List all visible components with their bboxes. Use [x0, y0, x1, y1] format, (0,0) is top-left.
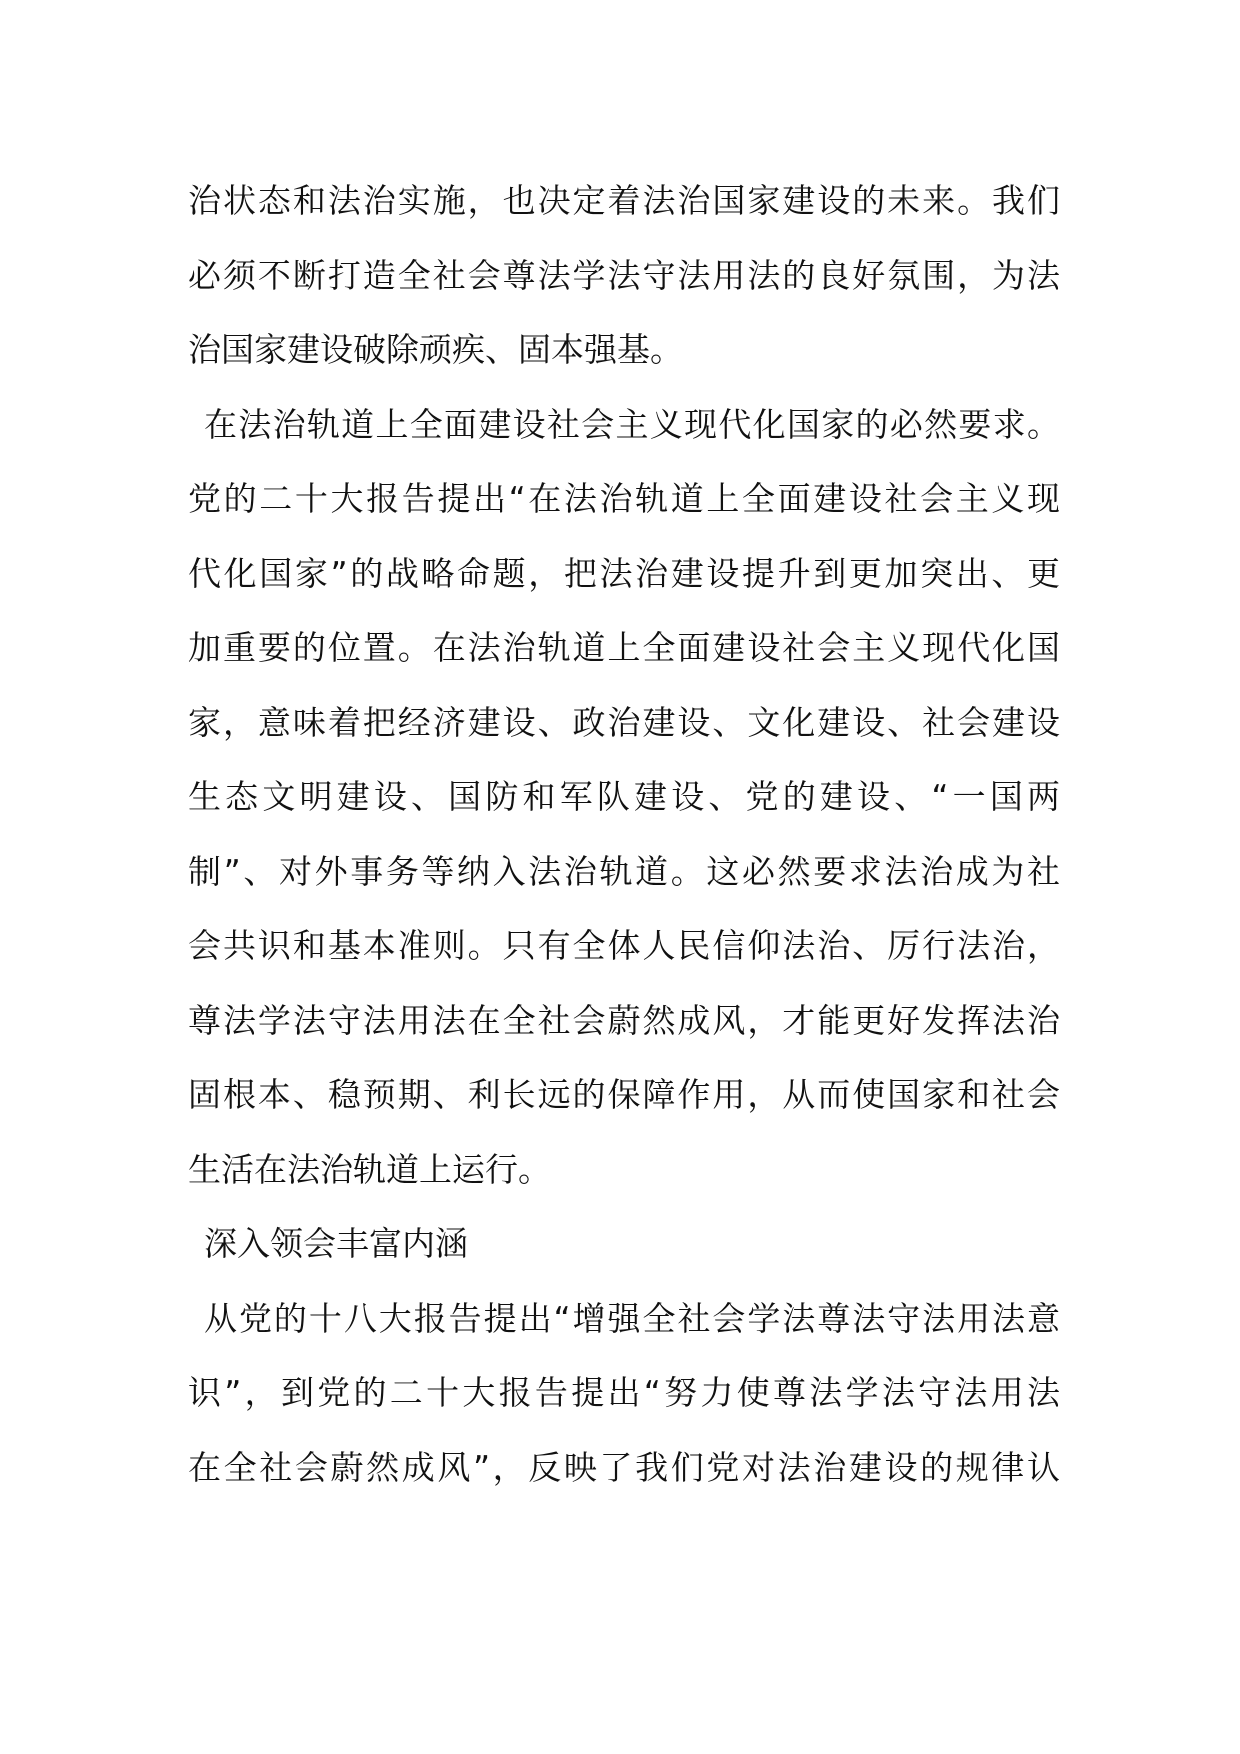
paragraph: [188, 1282, 1060, 1506]
paragraph: [188, 164, 1060, 388]
text-line: 治国家建设破除顽疾、固本强基。: [188, 330, 683, 369]
text-line: 固根本、稳预期、利长远的保障作用，从而使国家和社会: [188, 1075, 1060, 1114]
text-line: 会共识和基本准则。只有全体人民信仰法治、厉行法治，: [188, 926, 1060, 965]
text-line: 家，意味着把经济建设、政治建设、文化建设、社会建设: [188, 702, 1060, 742]
text-line: 识”，到党的二十大报告提出“努力使尊法学法守法用法: [188, 1373, 1060, 1412]
heading-text: 深入领会丰富内涵: [204, 1224, 468, 1263]
text-line: 在全社会蔚然成风”，反映了我们党对法治建设的规律认: [188, 1447, 1060, 1487]
text-line: 必须不断打造全社会尊法学法守法用法的良好氛围，为法: [188, 255, 1060, 295]
text-line: 制”、对外事务等纳入法治轨道。这必然要求法治成为社: [188, 851, 1060, 891]
text-line: 治状态和法治实施，也决定着法治国家建设的未来。我们: [188, 181, 1060, 220]
text-line: 在法治轨道上全面建设社会主义现代化国家的必然要求。: [204, 404, 1060, 444]
text-line: 从党的十八大报告提出“增强全社会学法尊法守法用法意: [204, 1298, 1060, 1338]
text-line: 尊法学法守法用法在全社会蔚然成风，才能更好发挥法治: [188, 1000, 1060, 1040]
text-line: 代化国家”的战略命题，把法治建设提升到更加突出、更: [188, 553, 1060, 593]
paragraph: [188, 388, 1060, 1208]
section-heading: [188, 1207, 1060, 1282]
text-line: 加重要的位置。在法治轨道上全面建设社会主义现代化国: [188, 628, 1060, 667]
document-body: [188, 164, 1060, 1505]
text-line: 生活在法治轨道上运行。: [188, 1149, 551, 1189]
text-line: 生态文明建设、国防和军队建设、党的建设、“一国两: [188, 777, 1060, 816]
text-line: 党的二十大报告提出“在法治轨道上全面建设社会主义现: [188, 479, 1060, 518]
